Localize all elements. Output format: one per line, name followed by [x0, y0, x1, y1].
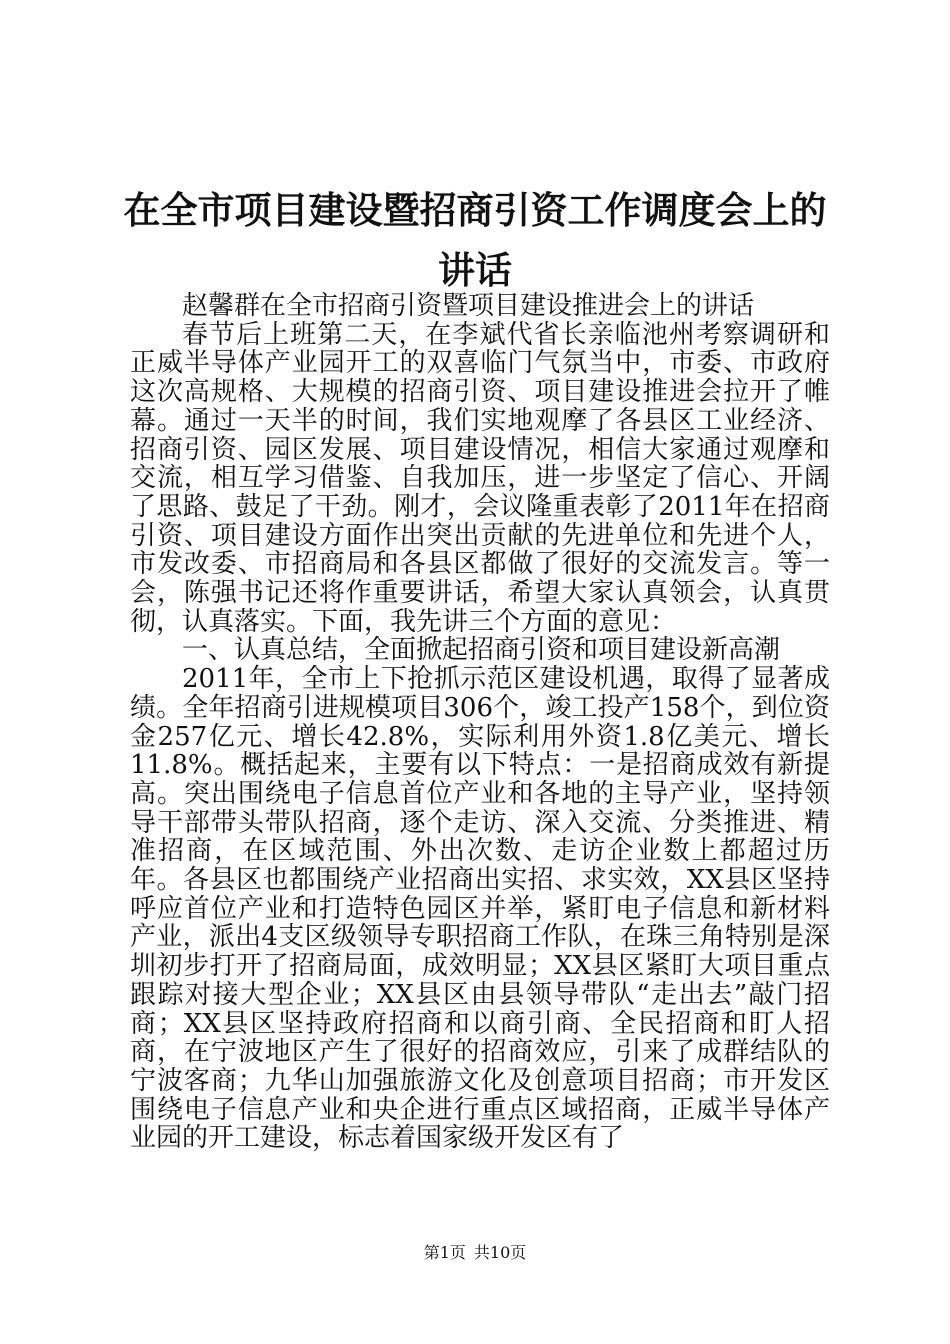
paragraph-intro: 春节后上班第二天，在李斌代省长亲临池州考察调研和正威半导体产业园开工的双喜临门气氛当中，市委、市政府这次高规格、大规模的招商引资、项目建设推进会拉开了帷幕。通过一天半的时间，我们实地观摩了各县区工业经济、招商引资、园区发展、项目建设情况，相信大家通过观摩和交流，相互学习借鉴、自我加压，进一步坚定了信心、开阔了思路、鼓足了干劲。刚才，会议隆重表彰了2011年在招商引资、项目建设方面作出突出贡献的先进单位和先进个人，市发改委、市招商局和各县区都做了很好的交流发言。等一会，陈强书记还将作重要讲话，希望大家认真领会，认真贯彻，认真落实。下面，我先讲三个方面的意见：	[130, 319, 830, 637]
page-total: 共10页	[473, 1243, 527, 1262]
paragraph-subtitle: 赵馨群在全市招商引资暨项目建设推进会上的讲话	[182, 291, 755, 321]
document-body	[130, 292, 830, 1153]
page-footer	[0, 1243, 950, 1263]
page-number: 第1页	[423, 1243, 466, 1262]
section-heading-1: 一、认真总结，全面掀起招商引资和项目建设新高潮	[182, 635, 781, 666]
paragraph-section-1: 2011年，全市上下抢抓示范区建设机遇，取得了显著成绩。全年招商引进规模项目306个，竣工投产158个，到位资金257亿元、增长42.8%，实际利用外资1.8亿美元、增长11.8%。概括起来，主要有以下特点：一是招商成效有新提高。突出围绕电子信息首位产业和各地的主导产业，坚持领导干部带头带队招商，逐个走访、深入交流、分类推进、精准招商，在区域范围、外出次数、走访企业数上都超过历年。各县区也都围绕产业招商出实招、求实效，XX县区坚持呼应首位产业和打造特色园区并举，紧盯电子信息和新材料产业，派出4支区级领导专职招商工作队，在珠三角特别是深圳初步打开了招商局面，成效明显；XX县区紧盯大项目重点跟踪对接大型企业；XX县区由县领导带队“走出去”敲门招商；XX县区坚持政府招商和以商引商、全民招商和盯人招商，在宁波地区产生了很好的招商效应，引来了成群结队的宁波客商；九华山加强旅游文化及创意项目招商；市开发区围绕电子信息产业和央企进行重点区域招商，正威半导体产业园的开工建设，标志着国家级开发区有了	[130, 664, 830, 1154]
document-title: 在全市项目建设暨招商引资工作调度会上的讲话	[123, 188, 827, 292]
